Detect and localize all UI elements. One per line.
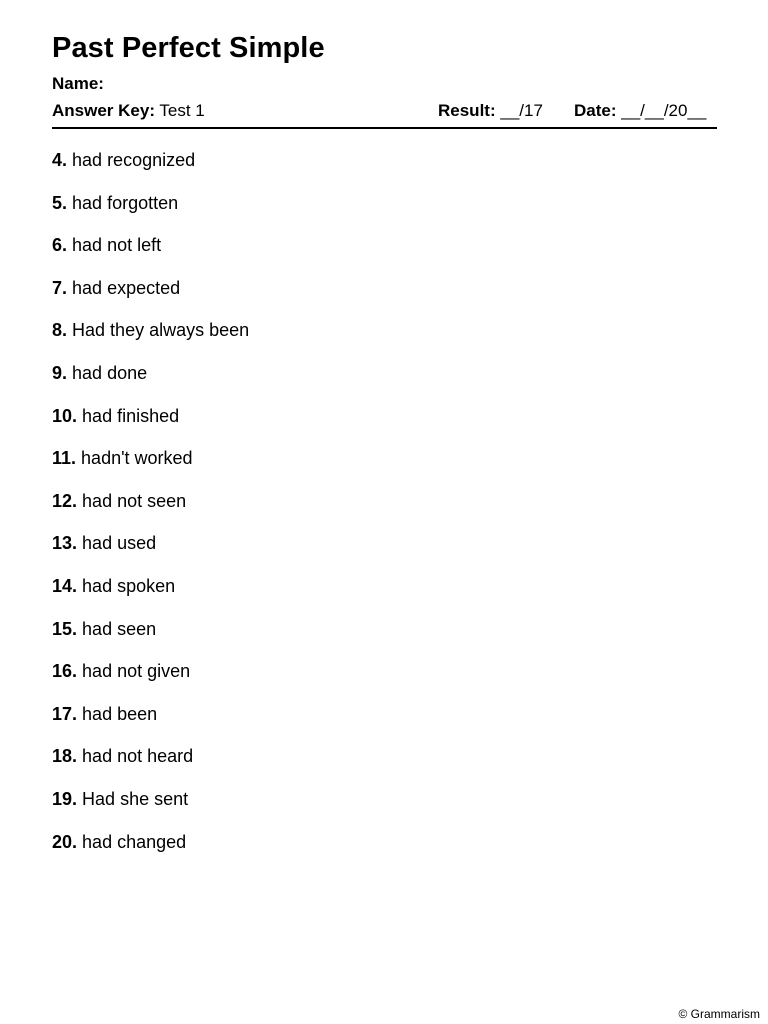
date-blank-day: __ <box>621 101 641 120</box>
answer-item <box>52 490 249 533</box>
answer-item <box>52 575 249 618</box>
answer-number: 8. <box>52 320 68 341</box>
date-blank-year: __ <box>687 101 707 120</box>
answer-text: had not heard <box>82 746 194 767</box>
answer-key-row <box>52 101 716 123</box>
answer-text: had been <box>82 703 158 724</box>
answer-number: 9. <box>52 362 68 383</box>
date-field <box>574 101 706 121</box>
answer-text: had not left <box>72 235 162 256</box>
answer-text: had used <box>82 533 157 554</box>
answer-text: hadn't worked <box>81 448 193 469</box>
answer-number: 16. <box>52 661 78 682</box>
header-divider <box>52 127 717 129</box>
answer-item <box>52 362 249 405</box>
answer-text: had expected <box>72 277 181 298</box>
copyright-footer: © Grammarism <box>678 1007 760 1021</box>
answer-number: 5. <box>52 192 68 213</box>
answer-text: had finished <box>82 405 180 426</box>
answer-number: 18. <box>52 746 78 767</box>
answer-text: had spoken <box>82 575 176 596</box>
answer-item <box>52 447 249 490</box>
answer-item <box>52 319 249 362</box>
answer-number: 10. <box>52 405 78 426</box>
date-separator-1: / <box>640 101 645 120</box>
answer-item <box>52 831 249 874</box>
answer-number: 20. <box>52 831 78 852</box>
answer-item <box>52 660 249 703</box>
answer-list <box>52 149 249 873</box>
result-field <box>438 101 543 121</box>
answer-key-label: Answer Key: <box>52 101 155 120</box>
answer-text: had done <box>72 362 148 383</box>
result-total: /17 <box>519 101 543 120</box>
answer-text: had not seen <box>82 490 187 511</box>
date-separator-2: /20 <box>663 101 688 120</box>
answer-item <box>52 745 249 788</box>
date-blank-month: __ <box>644 101 664 120</box>
answer-number: 7. <box>52 277 68 298</box>
page-title: Past Perfect Simple <box>52 32 325 64</box>
answer-text: had seen <box>82 618 157 639</box>
answer-number: 12. <box>52 490 78 511</box>
result-blank: __ <box>500 101 520 120</box>
answer-number: 17. <box>52 703 78 724</box>
answer-item <box>52 532 249 575</box>
answer-item <box>52 618 249 661</box>
answer-number: 11. <box>52 448 77 469</box>
date-label: Date: <box>574 101 617 120</box>
answer-text: Had she sent <box>82 788 189 809</box>
answer-number: 6. <box>52 235 68 256</box>
answer-item <box>52 149 249 192</box>
answer-number: 14. <box>52 575 78 596</box>
answer-item <box>52 788 249 831</box>
answer-item <box>52 703 249 746</box>
answer-number: 13. <box>52 533 78 554</box>
name-label: Name: <box>52 74 104 93</box>
answer-text: had changed <box>82 831 187 852</box>
answer-number: 4. <box>52 150 68 170</box>
answer-item <box>52 405 249 448</box>
answer-item <box>52 192 249 235</box>
answer-text: had not given <box>82 661 191 682</box>
answer-text: had forgotten <box>72 192 179 213</box>
answer-key <box>52 101 205 121</box>
answer-key-value: Test 1 <box>159 101 205 120</box>
answer-item <box>52 277 249 320</box>
answer-number: 19. <box>52 788 78 809</box>
answer-text: had recognized <box>72 150 196 170</box>
result-label: Result: <box>438 101 496 120</box>
answer-item <box>52 234 249 277</box>
answer-text: Had they always been <box>72 320 250 341</box>
answer-number: 15. <box>52 618 78 639</box>
